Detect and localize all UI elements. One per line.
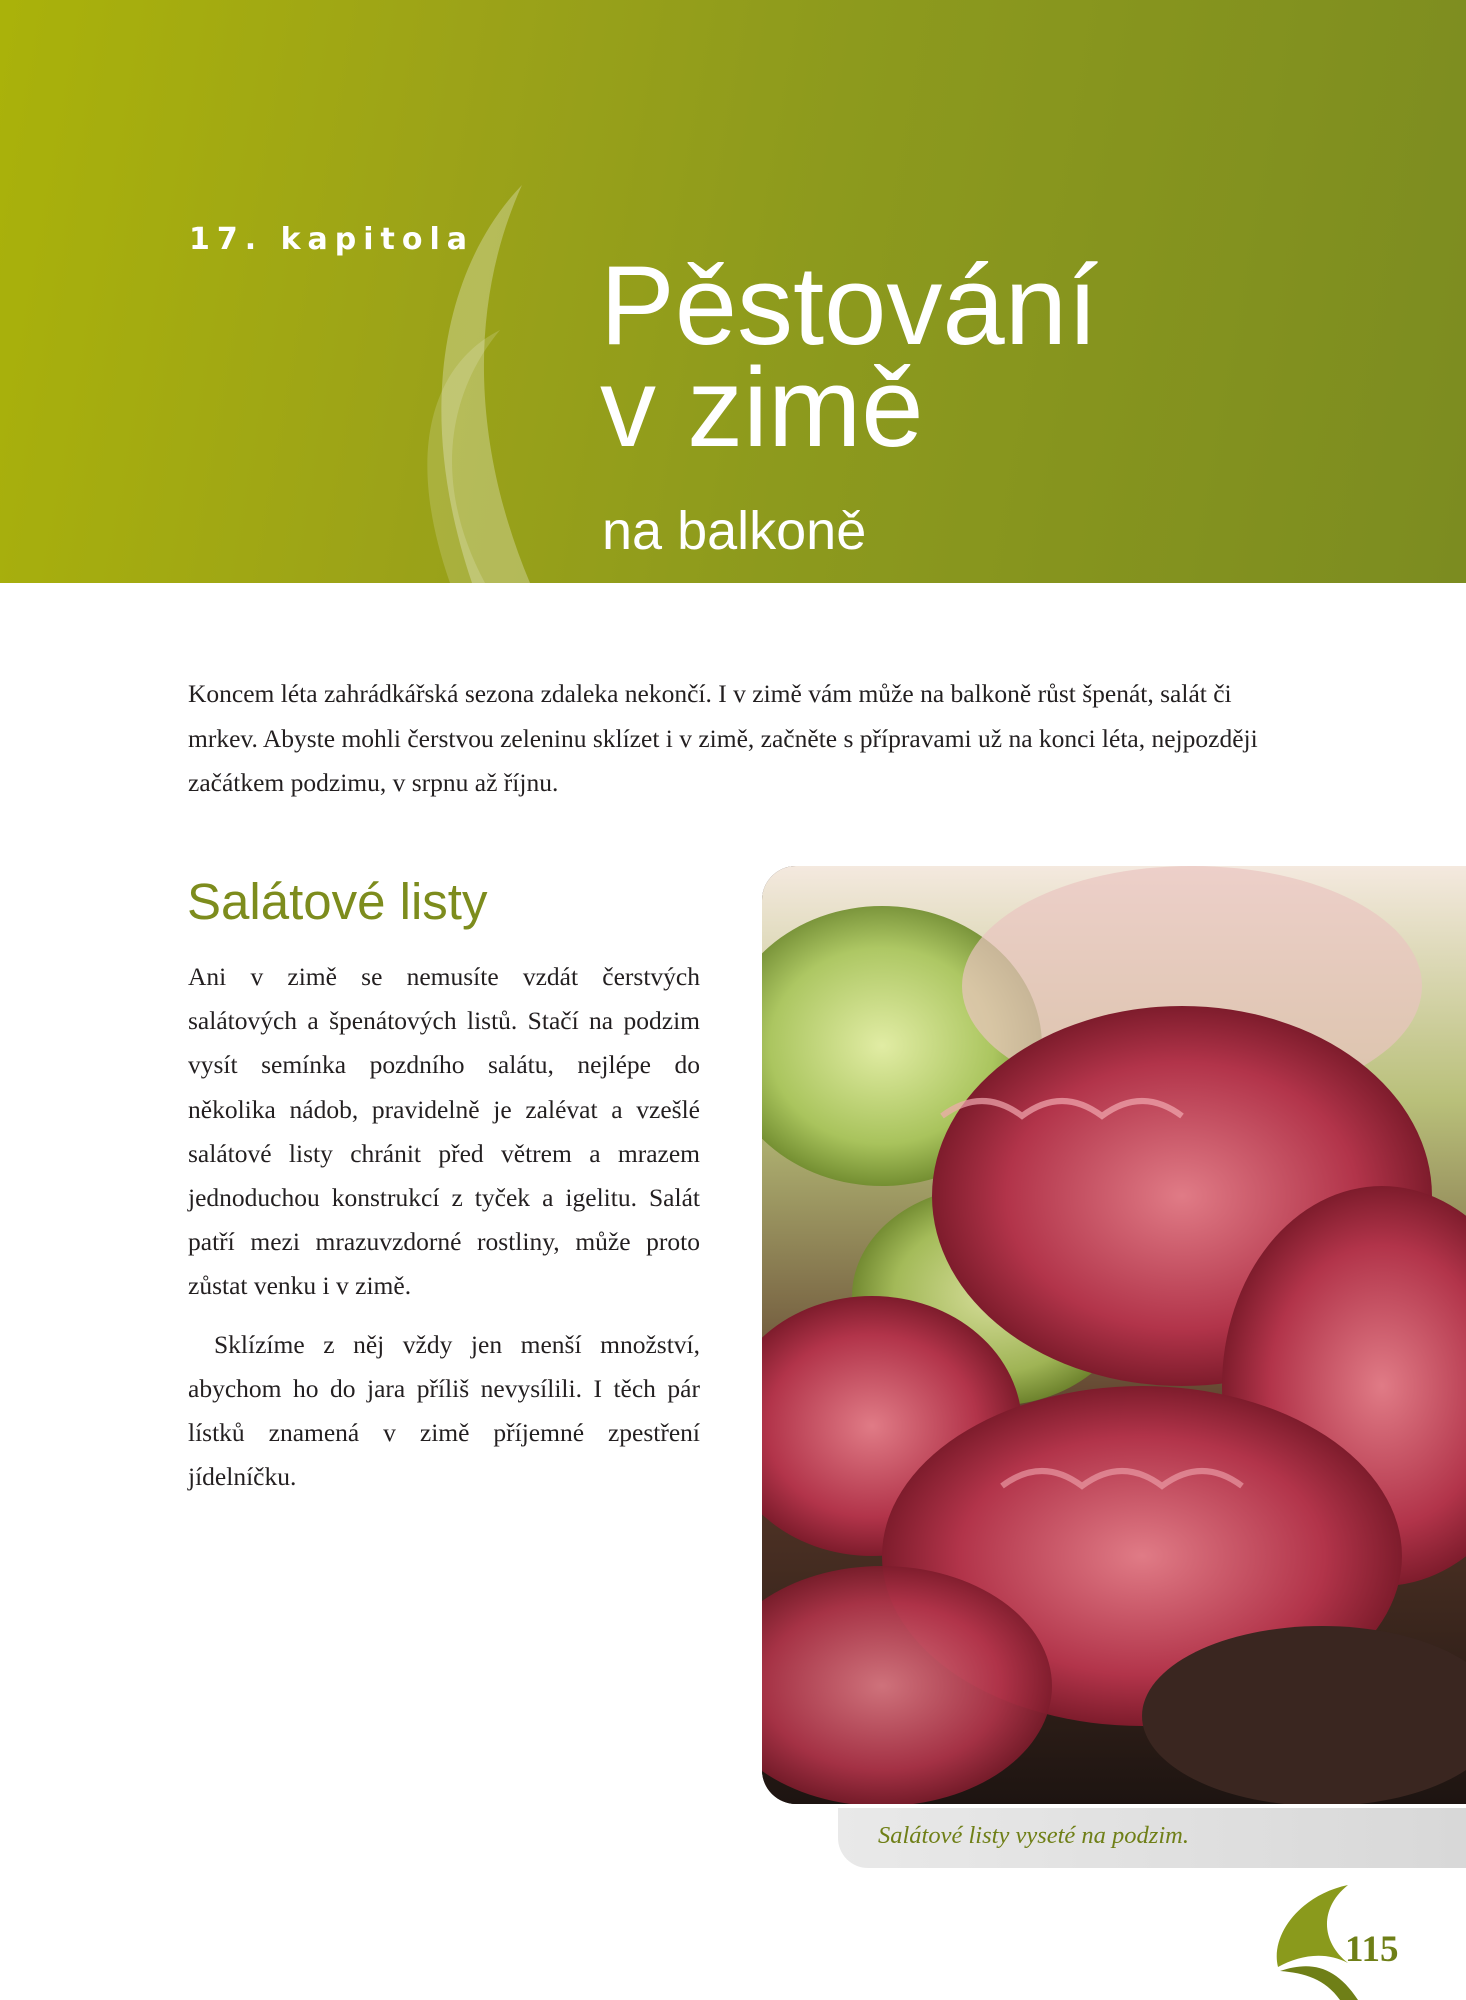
chapter-label: 17. kapitola [189, 222, 475, 257]
leaf-swoosh-decoration [0, 0, 600, 583]
chapter-title-line1: Pěstování [600, 243, 1099, 368]
body-paragraph-2: Sklízíme z něj vždy jen menší množství, abychom ho do jara příliš nevysílili. I těch pár lístků znamená v zimě příjemné zpestření jídelníčku. [188, 1329, 700, 1492]
photo-caption: Salátové listy vyseté na podzim. [878, 1822, 1189, 1849]
page-number: 115 [1345, 1929, 1399, 1970]
lettuce-photo [762, 866, 1466, 1804]
chapter-title [600, 243, 1099, 470]
chapter-header [0, 0, 1466, 583]
intro-paragraph: Koncem léta zahrádkářská sezona zdaleka nekončí. I v zimě vám může na balkoně růst špenát, salát či mrkev. Abyste mohli čerstvou zeleninu sklízet i v zimě, začněte s přípravami už na konci léta, nejpozději začátkem podzimu, v srpnu až říjnu. [188, 679, 1258, 797]
body-paragraph-1: Ani v zimě se nemusíte vzdát čerstvých salátových a špenátových listů. Stačí na podzim vysít semínka pozdního salátu, nejlépe do několika nádob, pravidelně je zalévat a vzešlé salátové listy chránit před větrem a mrazem jednoduchou konstrukcí z tyček a igelitu. Salát patří mezi mrazuvzdorné rostliny, může proto zůstat venku i v zimě. [188, 962, 700, 1301]
section-heading: Salátové listy [187, 873, 488, 930]
chapter-title-line2: v zimě [600, 345, 924, 470]
lettuce-illustration [762, 866, 1466, 1804]
chapter-subtitle: na balkoně [602, 501, 867, 561]
section-body [188, 955, 700, 1499]
